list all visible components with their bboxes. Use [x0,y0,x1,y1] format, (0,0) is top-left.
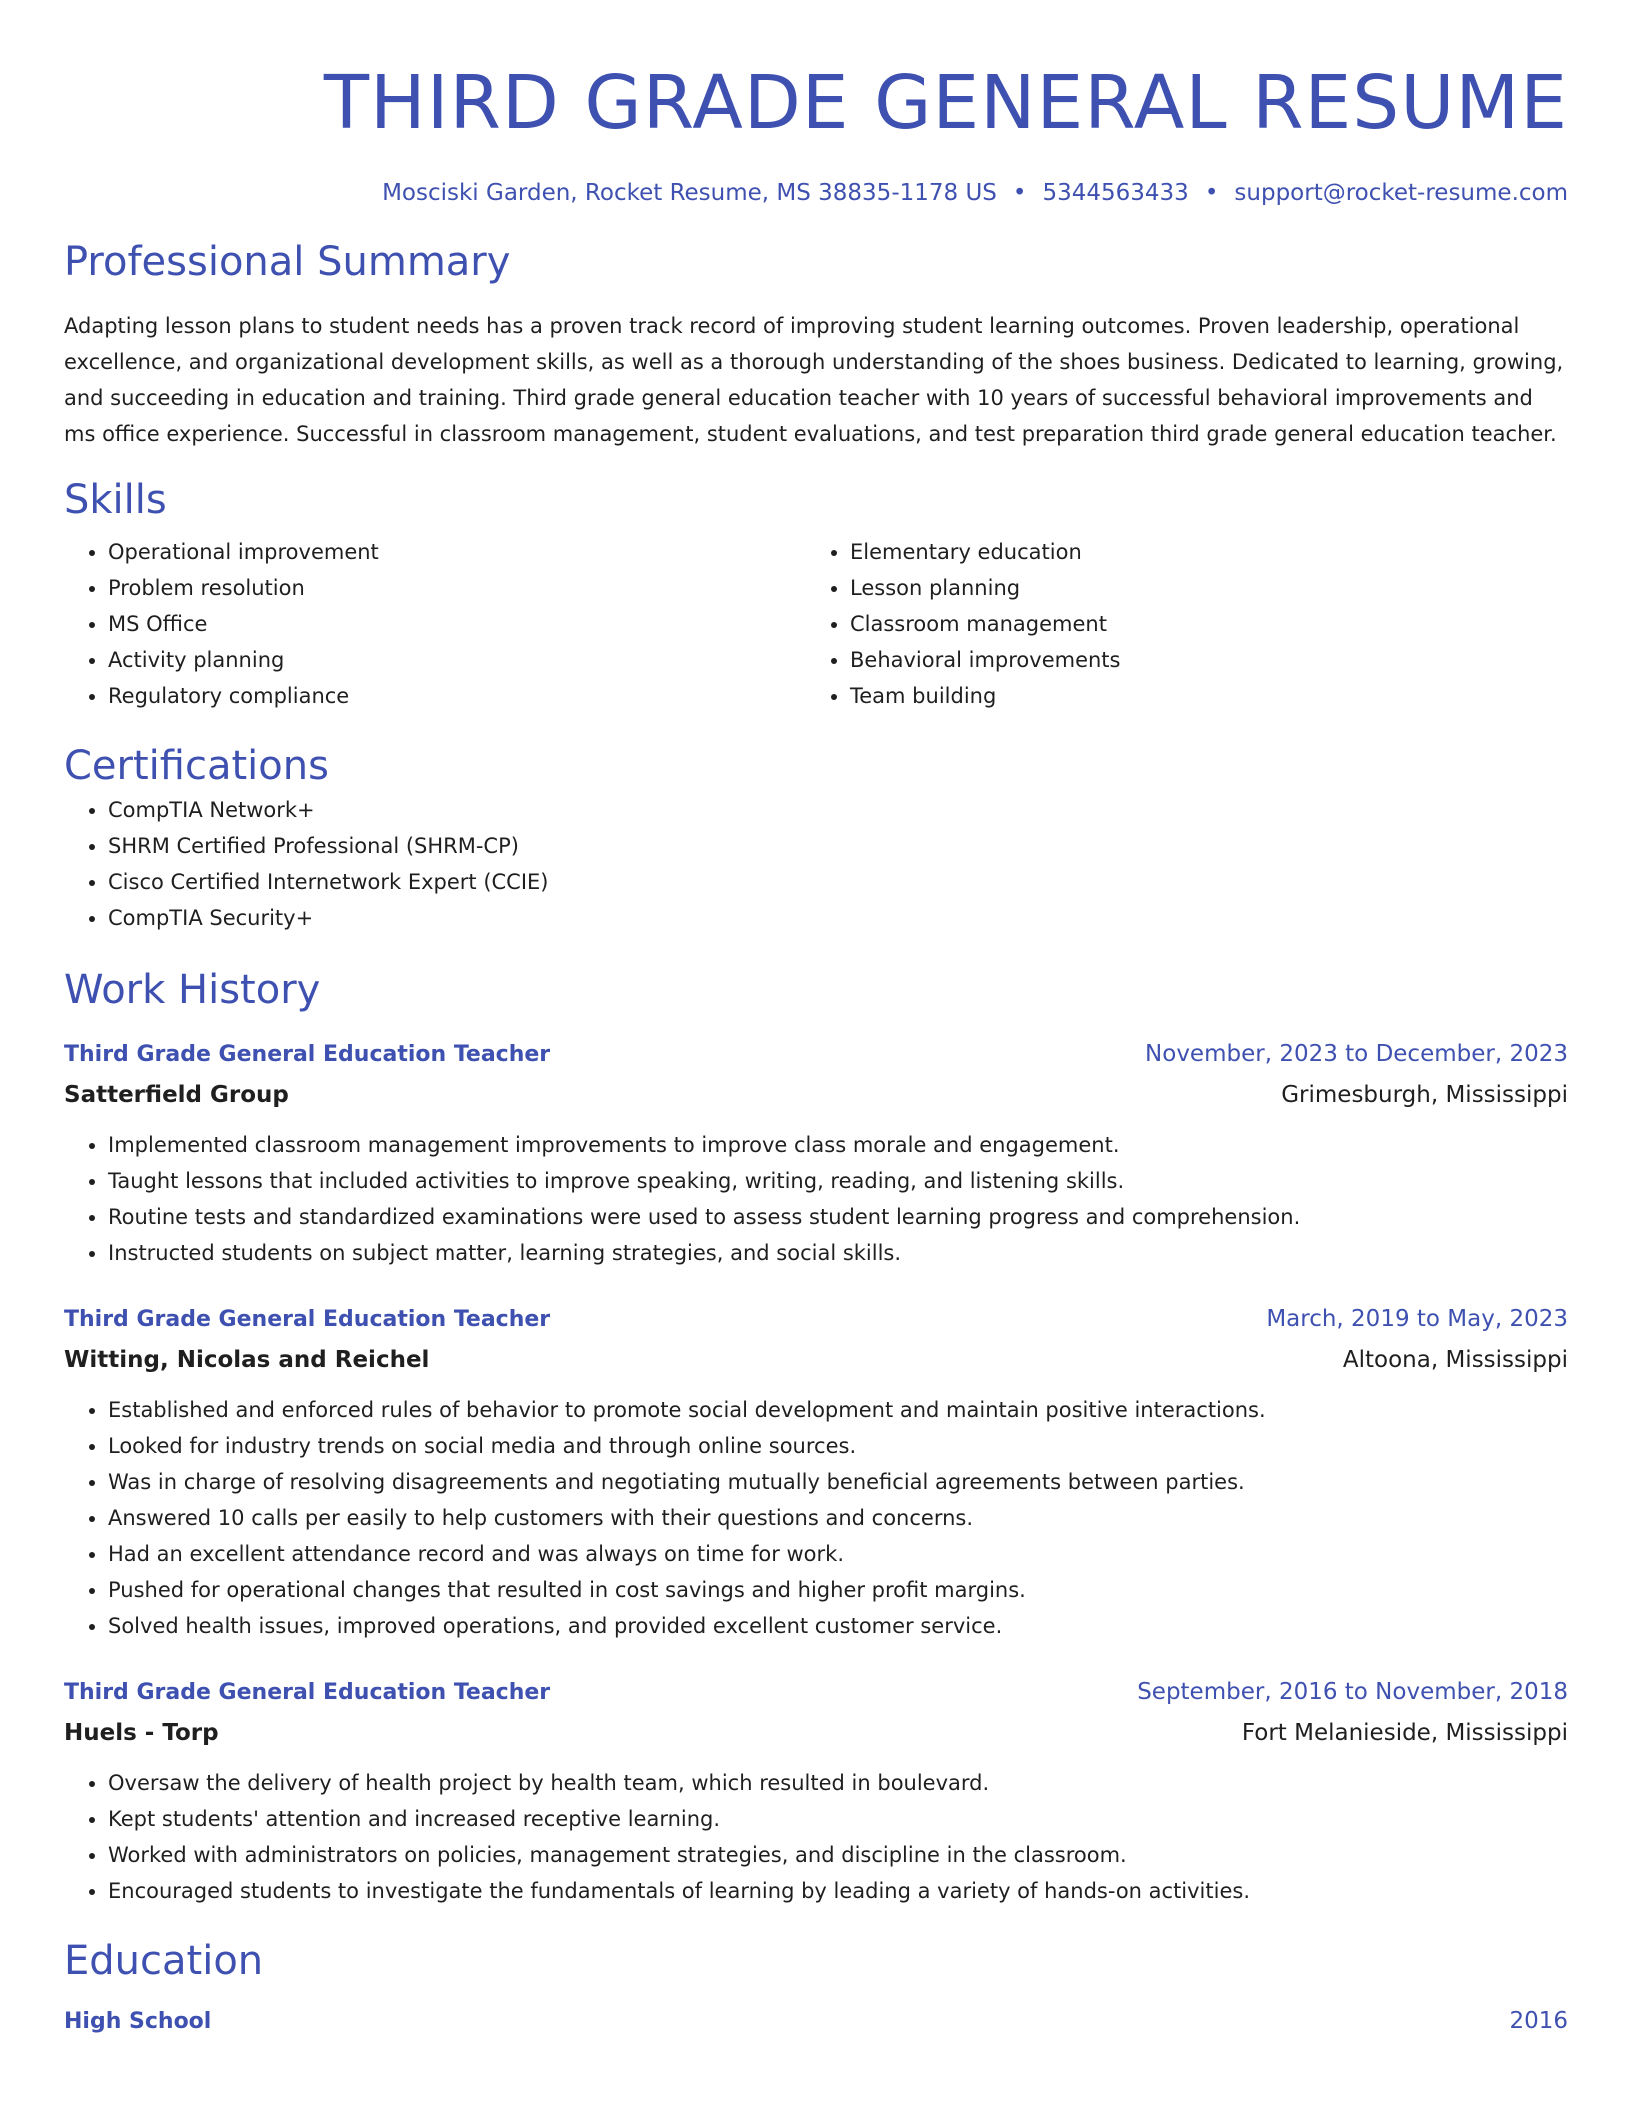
job-dates: September, 2016 to November, 2018 [1137,1679,1568,1705]
job-bullet: • Established and enforced rules of behavior to promote social development and maintain positive interactions. [108,1392,1568,1428]
skills-list-right [806,534,1548,714]
job-header-row [64,1672,1568,1713]
skill-item: • MS Office [108,606,806,642]
job-location: Altoona, Mississippi [1342,1347,1568,1373]
job-company: Witting, Nicolas and Reichel [64,1347,430,1373]
skills-heading: Skills [64,477,167,523]
certifications-list [64,792,1568,936]
contact-separator: • [1012,180,1027,206]
summary-text: Adapting lesson plans to student needs has a proven track record of improving student learning outcomes. Proven leadership, operational excellence, and organizational development skills, as well as a thorough understanding of the shoes business. Dedicated to learning, growing, and succeeding in education and training. Third grade general education teacher with 10 years of successful behavioral improvements and ms office experience. Successful in classroom management, student evaluations, and test preparation third grade general education teacher. [64,314,1564,446]
education-entry [64,2001,1568,2042]
summary-heading: Professional Summary [64,239,511,285]
job-company-row [64,1340,1568,1380]
education-header-row [64,2001,1568,2042]
contact-address: Mosciski Garden, Rocket Resume, MS 38835-1178 US [382,180,997,206]
job-bullet: • Implemented classroom management improvements to improve class morale and engagement. [108,1127,1568,1163]
job-entry [64,1672,1568,1909]
job-title: Third Grade General Education Teacher [64,1307,551,1332]
job-dates: March, 2019 to May, 2023 [1266,1306,1568,1332]
job-bullet: • Oversaw the delivery of health project by health team, which resulted in boulevard. [108,1765,1568,1801]
job-header-row [64,1034,1568,1075]
job-bullet: • Routine tests and standardized examinations were used to assess student learning progress and comprehension. [108,1199,1568,1235]
job-entry [64,1034,1568,1271]
skills-columns [64,534,1568,714]
skill-item: • Classroom management [850,606,1548,642]
work-history-heading: Work History [64,967,321,1013]
job-header-row [64,1299,1568,1340]
contact-email: support@rocket-resume.com [1234,180,1568,206]
certification-item: • CompTIA Security+ [108,900,1568,936]
job-title: Third Grade General Education Teacher [64,1680,551,1705]
skills-list-left [64,534,806,714]
skill-item: • Activity planning [108,642,806,678]
job-bullet: • Was in charge of resolving disagreements and negotiating mutually beneficial agreements between parties. [108,1464,1568,1500]
skill-item: • Team building [850,678,1548,714]
job-bullets [64,1392,1568,1644]
job-company: Satterfield Group [64,1082,289,1108]
job-company: Huels - Torp [64,1720,219,1746]
certification-item: • CompTIA Network+ [108,792,1568,828]
job-bullets [64,1765,1568,1909]
job-bullets [64,1127,1568,1271]
skill-item: • Operational improvement [108,534,806,570]
resume-name: THIRD GRADE GENERAL RESUME [323,60,1568,146]
job-dates: November, 2023 to December, 2023 [1145,1041,1568,1067]
skill-item: • Elementary education [850,534,1548,570]
education-year: 2016 [1509,2008,1568,2034]
job-bullet: • Instructed students on subject matter, learning strategies, and social skills. [108,1235,1568,1271]
job-company-row [64,1075,1568,1115]
job-bullet: • Answered 10 calls per easily to help customers with their questions and concerns. [108,1500,1568,1536]
job-bullet: • Pushed for operational changes that resulted in cost savings and higher profit margins. [108,1572,1568,1608]
resume-page [64,0,1568,2042]
certification-item: • Cisco Certified Internetwork Expert (CCIE) [108,864,1568,900]
job-entry [64,1299,1568,1644]
job-location: Grimesburgh, Mississippi [1281,1082,1568,1108]
job-bullet: • Looked for industry trends on social media and through online sources. [108,1428,1568,1464]
education-heading: Education [64,1938,264,1984]
job-location: Fort Melanieside, Mississippi [1241,1720,1568,1746]
skill-item: • Behavioral improvements [850,642,1548,678]
contact-phone: 5344563433 [1042,180,1189,206]
job-bullet: • Encouraged students to investigate the fundamentals of learning by leading a variety of hands-on activities. [108,1873,1568,1909]
job-bullet: • Taught lessons that included activities to improve speaking, writing, reading, and listening skills. [108,1163,1568,1199]
job-bullet: • Worked with administrators on policies, management strategies, and discipline in the classroom. [108,1837,1568,1873]
certification-item: • SHRM Certified Professional (SHRM-CP) [108,828,1568,864]
skill-item: • Regulatory compliance [108,678,806,714]
certifications-heading: Certifications [64,743,329,789]
job-title: Third Grade General Education Teacher [64,1042,551,1067]
contact-separator: • [1204,180,1219,206]
job-company-row [64,1713,1568,1753]
job-bullet: • Solved health issues, improved operations, and provided excellent customer service. [108,1608,1568,1644]
job-bullet: • Kept students' attention and increased receptive learning. [108,1801,1568,1837]
education-degree: High School [64,2009,212,2034]
skill-item: • Problem resolution [108,570,806,606]
skill-item: • Lesson planning [850,570,1548,606]
job-bullet: • Had an excellent attendance record and was always on time for work. [108,1536,1568,1572]
contact-line [64,178,1568,208]
